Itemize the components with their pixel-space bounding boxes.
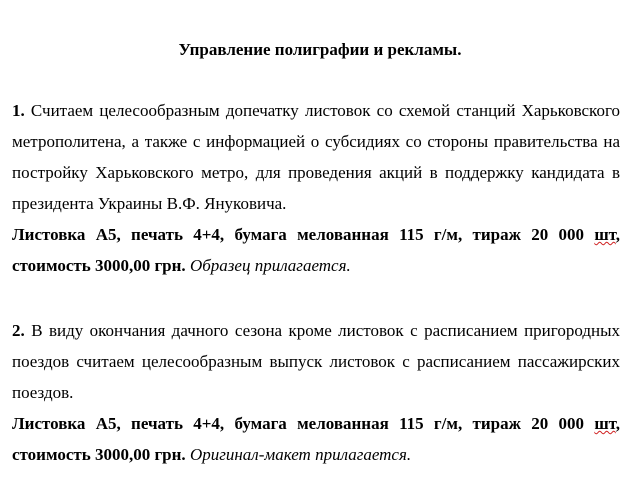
item-1-spec-main: Листовка А5, печать 4+4, бумага мелованная 115 г/м, тираж 20 000 — [12, 225, 595, 244]
item-2-note: Оригинал-макет прилагается. — [189, 445, 412, 464]
item-2-spec-unit: шт — [594, 414, 616, 433]
item-2-spec-cost: , стоимость 3000,00 грн. — [12, 414, 620, 464]
item-2 — [12, 315, 620, 470]
item-1-spec-cost: , стоимость 3000,00 грн. — [12, 225, 620, 275]
document-title: Управление полиграфии и рекламы. — [178, 40, 462, 59]
item-1 — [12, 95, 620, 281]
item-1-note: Образец прилагается. — [189, 256, 351, 275]
item-1-spec-unit: шт — [594, 225, 616, 244]
item-2-spec-main: Листовка А5, печать 4+4, бумага мелованная 115 г/м, тираж 20 000 — [12, 414, 595, 433]
item-2-number: 2. — [12, 321, 25, 340]
item-2-text: В виду окончания дачного сезона кроме листовок с расписанием пригородных поездов считаем целесообразным выпуск листовок с расписанием пассажирских поездов. — [12, 321, 621, 402]
item-1-text: Считаем целесообразным допечатку листовок со схемой станций Харьковского метрополитена, а также с информацией о субсидиях со стороны правительства на постройку Харьковского метро, для проведения акций в поддержку кандидата в президента Украины В.Ф. Януковича. — [12, 101, 620, 213]
item-1-number: 1. — [12, 101, 25, 120]
